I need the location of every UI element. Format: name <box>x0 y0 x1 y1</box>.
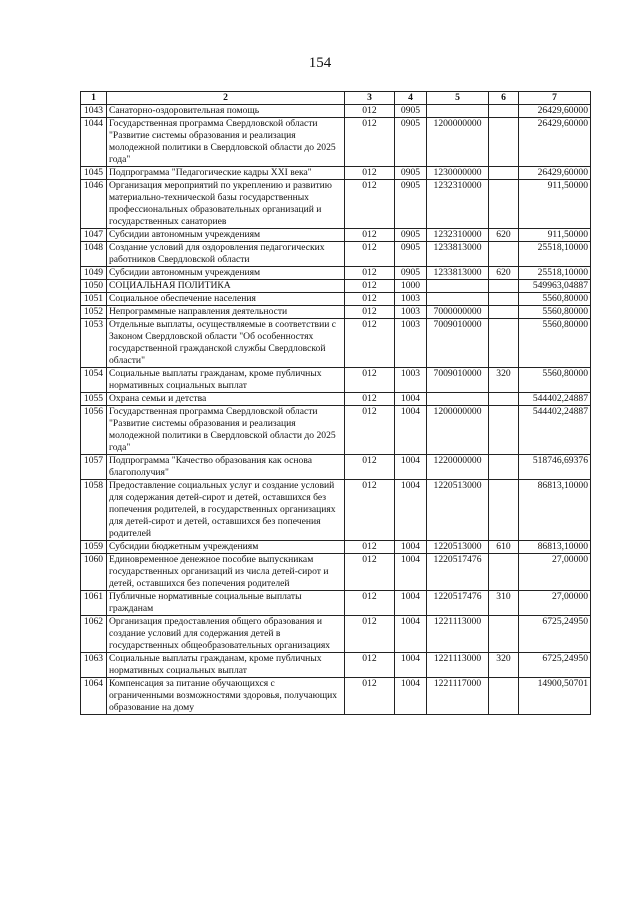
table-row <box>81 616 591 653</box>
target-code-cell: 1220000000 <box>427 455 489 480</box>
expense-type-cell <box>489 319 519 368</box>
target-code-cell: 1220513000 <box>427 541 489 554</box>
amount-cell: 6725,24950 <box>519 653 591 678</box>
expense-type-cell: 320 <box>489 653 519 678</box>
row-name-cell: Создание условий для оздоровления педагогических работников Свердловской области <box>107 242 345 267</box>
target-code-cell: 1200000000 <box>427 118 489 167</box>
header-cell: 7 <box>519 92 591 105</box>
section-code-cell: 1003 <box>395 368 427 393</box>
section-code-cell: 1003 <box>395 293 427 306</box>
row-number-cell: 1046 <box>81 180 107 229</box>
row-number-cell: 1045 <box>81 167 107 180</box>
amount-cell: 544402,24887 <box>519 406 591 455</box>
expense-type-cell <box>489 554 519 591</box>
target-code-cell: 1233813000 <box>427 242 489 267</box>
amount-cell: 911,50000 <box>519 180 591 229</box>
admin-code-cell: 012 <box>345 678 395 715</box>
row-number-cell: 1063 <box>81 653 107 678</box>
row-name-cell: Публичные нормативные социальные выплаты гражданам <box>107 591 345 616</box>
table-row <box>81 167 591 180</box>
row-name-cell: СОЦИАЛЬНАЯ ПОЛИТИКА <box>107 280 345 293</box>
admin-code-cell: 012 <box>345 368 395 393</box>
amount-cell: 26429,60000 <box>519 118 591 167</box>
target-code-cell: 7000000000 <box>427 306 489 319</box>
row-name-cell: Предоставление социальных услуг и создание условий для содержания детей-сирот и детей, оставшихся без попечения родителей, в государственных организациях для детей-сирот и детей, оставшихся без попечения родителей <box>107 480 345 541</box>
admin-code-cell: 012 <box>345 306 395 319</box>
table-row <box>81 242 591 267</box>
table-row <box>81 105 591 118</box>
target-code-cell: 1200000000 <box>427 406 489 455</box>
header-cell: 5 <box>427 92 489 105</box>
table-row <box>81 406 591 455</box>
section-code-cell: 1004 <box>395 554 427 591</box>
row-number-cell: 1047 <box>81 229 107 242</box>
section-code-cell: 1004 <box>395 616 427 653</box>
row-name-cell: Субсидии автономным учреждениям <box>107 267 345 280</box>
amount-cell: 5560,80000 <box>519 306 591 319</box>
row-number-cell: 1044 <box>81 118 107 167</box>
target-code-cell <box>427 293 489 306</box>
expense-type-cell <box>489 118 519 167</box>
table-row <box>81 229 591 242</box>
row-name-cell: Единовременное денежное пособие выпускникам государственных организаций из числа детей-сирот и детей, оставшихся без попечения родителей <box>107 554 345 591</box>
row-number-cell: 1064 <box>81 678 107 715</box>
row-name-cell: Социальные выплаты гражданам, кроме публичных нормативных социальных выплат <box>107 368 345 393</box>
amount-cell: 5560,80000 <box>519 319 591 368</box>
expense-type-cell <box>489 180 519 229</box>
admin-code-cell: 012 <box>345 118 395 167</box>
admin-code-cell: 012 <box>345 554 395 591</box>
section-code-cell: 0905 <box>395 229 427 242</box>
row-name-cell: Государственная программа Свердловской области "Развитие системы образования и реализация молодежной политики в Свердловской области до 2025 года" <box>107 118 345 167</box>
amount-cell: 5560,80000 <box>519 368 591 393</box>
row-number-cell: 1053 <box>81 319 107 368</box>
table-row <box>81 280 591 293</box>
amount-cell: 6725,24950 <box>519 616 591 653</box>
table-row <box>81 541 591 554</box>
expense-type-cell: 610 <box>489 541 519 554</box>
header-row <box>81 92 591 105</box>
section-code-cell: 1004 <box>395 406 427 455</box>
table-body <box>81 105 591 715</box>
target-code-cell: 1233813000 <box>427 267 489 280</box>
section-code-cell: 0905 <box>395 118 427 167</box>
amount-cell: 25518,10000 <box>519 242 591 267</box>
admin-code-cell: 012 <box>345 653 395 678</box>
admin-code-cell: 012 <box>345 319 395 368</box>
section-code-cell: 0905 <box>395 267 427 280</box>
section-code-cell: 0905 <box>395 180 427 229</box>
row-number-cell: 1060 <box>81 554 107 591</box>
expense-type-cell: 620 <box>489 229 519 242</box>
row-name-cell: Подпрограмма "Педагогические кадры XXI века" <box>107 167 345 180</box>
row-number-cell: 1055 <box>81 393 107 406</box>
admin-code-cell: 012 <box>345 280 395 293</box>
row-name-cell: Непрограммные направления деятельности <box>107 306 345 319</box>
row-name-cell: Социальные выплаты гражданам, кроме публичных нормативных социальных выплат <box>107 653 345 678</box>
admin-code-cell: 012 <box>345 591 395 616</box>
amount-cell: 14900,50701 <box>519 678 591 715</box>
header-cell: 1 <box>81 92 107 105</box>
section-code-cell: 0905 <box>395 242 427 267</box>
section-code-cell: 1004 <box>395 455 427 480</box>
admin-code-cell: 012 <box>345 293 395 306</box>
row-number-cell: 1054 <box>81 368 107 393</box>
target-code-cell: 1220517476 <box>427 554 489 591</box>
target-code-cell: 1220513000 <box>427 480 489 541</box>
target-code-cell <box>427 105 489 118</box>
row-name-cell: Охрана семьи и детства <box>107 393 345 406</box>
target-code-cell: 7009010000 <box>427 368 489 393</box>
row-number-cell: 1057 <box>81 455 107 480</box>
section-code-cell: 1004 <box>395 480 427 541</box>
target-code-cell <box>427 393 489 406</box>
amount-cell: 549963,04887 <box>519 280 591 293</box>
amount-cell: 26429,60000 <box>519 167 591 180</box>
expense-type-cell <box>489 167 519 180</box>
row-name-cell: Компенсация за питание обучающихся с ограниченными возможностями здоровья, получающих образование на дому <box>107 678 345 715</box>
target-code-cell: 7009010000 <box>427 319 489 368</box>
amount-cell: 5560,80000 <box>519 293 591 306</box>
section-code-cell: 1004 <box>395 678 427 715</box>
row-name-cell: Государственная программа Свердловской области "Развитие системы образования и реализация молодежной политики в Свердловской области до 2025 года" <box>107 406 345 455</box>
table-row <box>81 306 591 319</box>
header-cell: 2 <box>107 92 345 105</box>
row-number-cell: 1061 <box>81 591 107 616</box>
table-row <box>81 653 591 678</box>
table-row <box>81 293 591 306</box>
row-name-cell: Отдельные выплаты, осуществляемые в соответствии с Законом Свердловской области "Об особенностях государственной гражданской службы Свердловской области" <box>107 319 345 368</box>
admin-code-cell: 012 <box>345 105 395 118</box>
row-number-cell: 1048 <box>81 242 107 267</box>
expense-type-cell <box>489 406 519 455</box>
table-row <box>81 267 591 280</box>
row-name-cell: Организация мероприятий по укреплению и развитию материально-технической базы государственных профессиональных образовательных организаций и государственных санаториев <box>107 180 345 229</box>
row-number-cell: 1056 <box>81 406 107 455</box>
row-name-cell: Организация предоставления общего образования и создание условий для содержания детей в государственных общеобразовательных организациях <box>107 616 345 653</box>
row-name-cell: Субсидии автономным учреждениям <box>107 229 345 242</box>
expense-type-cell: 320 <box>489 368 519 393</box>
table-row <box>81 455 591 480</box>
admin-code-cell: 012 <box>345 180 395 229</box>
table-row <box>81 118 591 167</box>
budget-table <box>80 91 591 715</box>
amount-cell: 86813,10000 <box>519 480 591 541</box>
expense-type-cell: 620 <box>489 267 519 280</box>
admin-code-cell: 012 <box>345 393 395 406</box>
row-number-cell: 1049 <box>81 267 107 280</box>
amount-cell: 518746,69376 <box>519 455 591 480</box>
target-code-cell: 1232310000 <box>427 180 489 229</box>
expense-type-cell <box>489 105 519 118</box>
expense-type-cell <box>489 306 519 319</box>
target-code-cell: 1230000000 <box>427 167 489 180</box>
expense-type-cell <box>489 280 519 293</box>
header-cell: 4 <box>395 92 427 105</box>
row-number-cell: 1058 <box>81 480 107 541</box>
expense-type-cell <box>489 480 519 541</box>
expense-type-cell <box>489 455 519 480</box>
section-code-cell: 1004 <box>395 591 427 616</box>
row-number-cell: 1043 <box>81 105 107 118</box>
header-cell: 6 <box>489 92 519 105</box>
section-code-cell: 1004 <box>395 541 427 554</box>
row-name-cell: Социальное обеспечение населения <box>107 293 345 306</box>
amount-cell: 25518,10000 <box>519 267 591 280</box>
amount-cell: 544402,24887 <box>519 393 591 406</box>
row-name-cell: Субсидии бюджетным учреждениям <box>107 541 345 554</box>
header-cell: 3 <box>345 92 395 105</box>
expense-type-cell <box>489 293 519 306</box>
admin-code-cell: 012 <box>345 455 395 480</box>
row-name-cell: Подпрограмма "Качество образования как основа благополучия" <box>107 455 345 480</box>
admin-code-cell: 012 <box>345 406 395 455</box>
target-code-cell: 1220517476 <box>427 591 489 616</box>
table-row <box>81 678 591 715</box>
amount-cell: 27,00000 <box>519 554 591 591</box>
amount-cell: 86813,10000 <box>519 541 591 554</box>
amount-cell: 26429,60000 <box>519 105 591 118</box>
admin-code-cell: 012 <box>345 541 395 554</box>
admin-code-cell: 012 <box>345 229 395 242</box>
section-code-cell: 1004 <box>395 393 427 406</box>
table-row <box>81 319 591 368</box>
amount-cell: 911,50000 <box>519 229 591 242</box>
page-number: 154 <box>308 55 332 71</box>
expense-type-cell <box>489 678 519 715</box>
row-number-cell: 1062 <box>81 616 107 653</box>
target-code-cell <box>427 280 489 293</box>
admin-code-cell: 012 <box>345 616 395 653</box>
row-number-cell: 1050 <box>81 280 107 293</box>
table-row <box>81 591 591 616</box>
table-row <box>81 368 591 393</box>
section-code-cell: 1003 <box>395 306 427 319</box>
target-code-cell: 1221117000 <box>427 678 489 715</box>
expense-type-cell <box>489 616 519 653</box>
expense-type-cell <box>489 393 519 406</box>
section-code-cell: 1003 <box>395 319 427 368</box>
admin-code-cell: 012 <box>345 480 395 541</box>
target-code-cell: 1221113000 <box>427 653 489 678</box>
row-number-cell: 1052 <box>81 306 107 319</box>
target-code-cell: 1232310000 <box>427 229 489 242</box>
admin-code-cell: 012 <box>345 167 395 180</box>
admin-code-cell: 012 <box>345 267 395 280</box>
table-row <box>81 554 591 591</box>
row-name-cell: Санаторно-оздоровительная помощь <box>107 105 345 118</box>
table-row <box>81 180 591 229</box>
amount-cell: 27,00000 <box>519 591 591 616</box>
expense-type-cell: 310 <box>489 591 519 616</box>
row-number-cell: 1051 <box>81 293 107 306</box>
admin-code-cell: 012 <box>345 242 395 267</box>
section-code-cell: 0905 <box>395 167 427 180</box>
section-code-cell: 1000 <box>395 280 427 293</box>
section-code-cell: 0905 <box>395 105 427 118</box>
table-row <box>81 480 591 541</box>
table-row <box>81 393 591 406</box>
row-number-cell: 1059 <box>81 541 107 554</box>
section-code-cell: 1004 <box>395 653 427 678</box>
expense-type-cell <box>489 242 519 267</box>
target-code-cell: 1221113000 <box>427 616 489 653</box>
